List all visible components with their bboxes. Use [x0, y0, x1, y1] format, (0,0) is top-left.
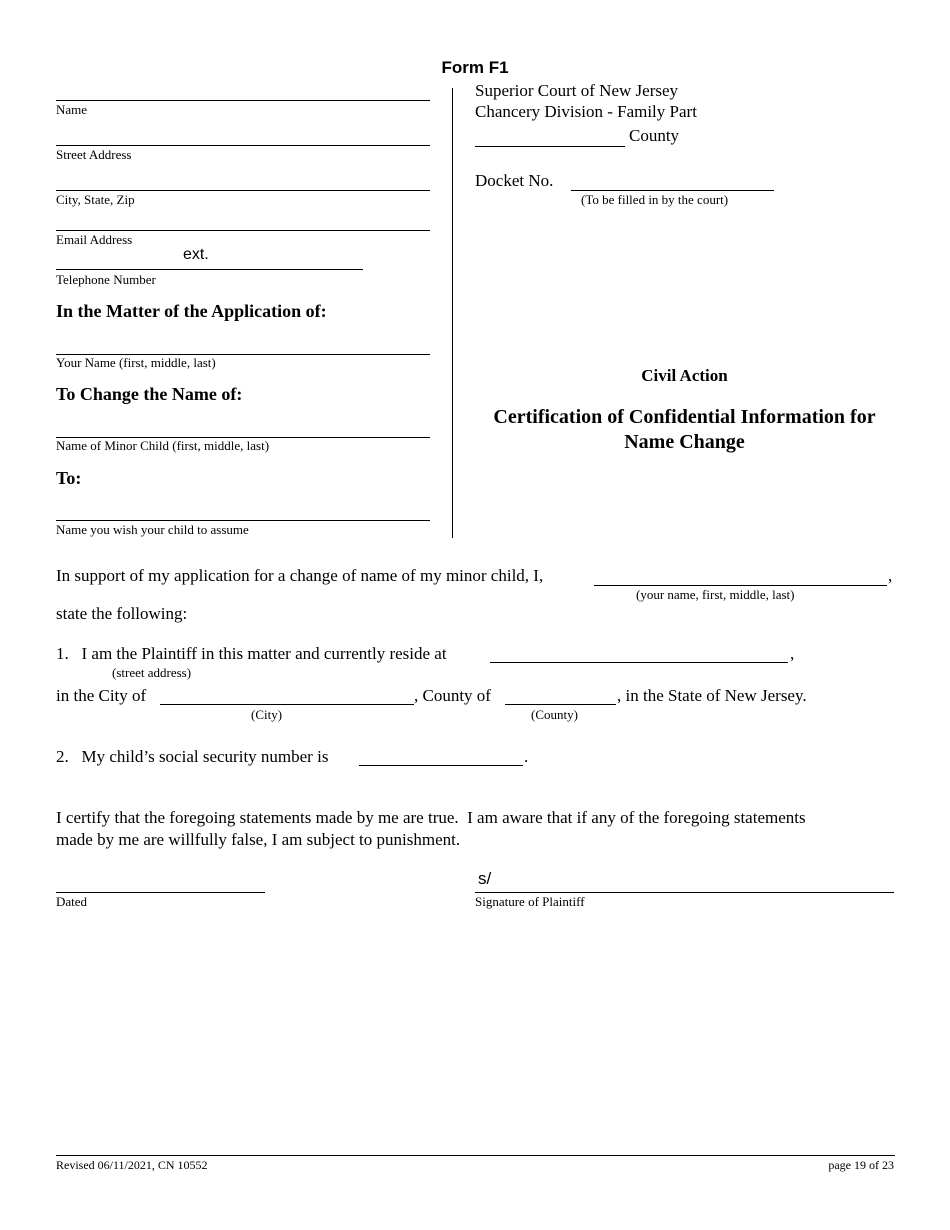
name-field[interactable]: [56, 100, 430, 101]
item2-period: .: [524, 747, 529, 766]
column-divider: [452, 88, 453, 538]
form-id: Form F1: [441, 58, 509, 77]
revised-text: Revised 06/11/2021, CN 10552: [56, 1158, 208, 1172]
docket-label: Docket No.: [475, 171, 554, 190]
street-label: Street Address: [56, 147, 132, 162]
ssn-field[interactable]: [359, 765, 523, 766]
certification-title: [475, 405, 894, 455]
email-field[interactable]: [56, 230, 430, 231]
civil-action: Civil Action: [641, 366, 728, 385]
telephone-field[interactable]: [56, 269, 363, 270]
item2-text: 2. My child’s social security number is: [56, 747, 329, 766]
dated-label: Dated: [56, 894, 88, 909]
signature-field[interactable]: [475, 892, 894, 893]
ext-text: ext.: [183, 246, 209, 263]
city-of-text: in the City of: [56, 686, 147, 705]
minor-name-label: Name of Minor Child (first, middle, last): [56, 438, 270, 453]
email-label: Email Address: [56, 232, 133, 247]
item1-comma: ,: [790, 644, 795, 663]
state-following: state the following:: [56, 604, 188, 623]
county-field[interactable]: [475, 146, 625, 147]
assume-name-label: Name you wish your child to assume: [56, 522, 249, 537]
title-line2: Name Change: [624, 431, 745, 453]
city-state-zip-label: City, State, Zip: [56, 192, 135, 207]
change-heading: To Change the Name of:: [56, 384, 243, 404]
signature-label: Signature of Plaintiff: [475, 894, 585, 909]
to-heading: To:: [56, 468, 82, 488]
court-line2: Chancery Division - Family Part: [475, 102, 697, 121]
county-hint: (County): [531, 707, 578, 722]
county-of-text: , County of: [414, 686, 491, 705]
certify-line2: made by me are willfully false, I am subject to punishment.: [56, 830, 461, 849]
matter-heading: In the Matter of the Application of:: [56, 301, 327, 321]
county-label: County: [629, 126, 680, 145]
certify-line1: I certify that the foregoing statements made by me are true. I am aware that if any of the foregoing statements: [56, 808, 806, 827]
docket-note: (To be filled in by the court): [581, 192, 729, 207]
telephone-label: Telephone Number: [56, 272, 156, 287]
city-state-zip-field[interactable]: [56, 190, 430, 191]
street-address-field[interactable]: [490, 662, 788, 663]
title-line1: Certification of Confidential Information for: [493, 406, 876, 428]
support-text: In support of my application for a change of name of my minor child, I,: [56, 566, 544, 585]
name-label: Name: [56, 102, 88, 117]
assume-name-field[interactable]: [56, 520, 430, 521]
docket-field[interactable]: [571, 190, 774, 191]
city-field[interactable]: [160, 704, 414, 705]
item1-text: 1. I am the Plaintiff in this matter and currently reside at: [56, 644, 447, 663]
county-input-field[interactable]: [505, 704, 616, 705]
state-nj-text: , in the State of New Jersey.: [617, 686, 807, 705]
applicant-name-field[interactable]: [594, 585, 887, 586]
footer-rule: [56, 1155, 895, 1156]
dated-field[interactable]: [56, 892, 265, 893]
court-line1: Superior Court of New Jersey: [475, 81, 679, 100]
your-name-hint: (your name, first, middle, last): [636, 587, 795, 602]
city-hint: (City): [251, 707, 283, 722]
street-field[interactable]: [56, 145, 430, 146]
signature-prefix: s/: [478, 869, 492, 888]
support-comma: ,: [888, 566, 893, 585]
your-name-label: Your Name (first, middle, last): [56, 355, 216, 370]
page-number: page 19 of 23: [828, 1158, 894, 1172]
street-hint: (street address): [112, 665, 192, 680]
